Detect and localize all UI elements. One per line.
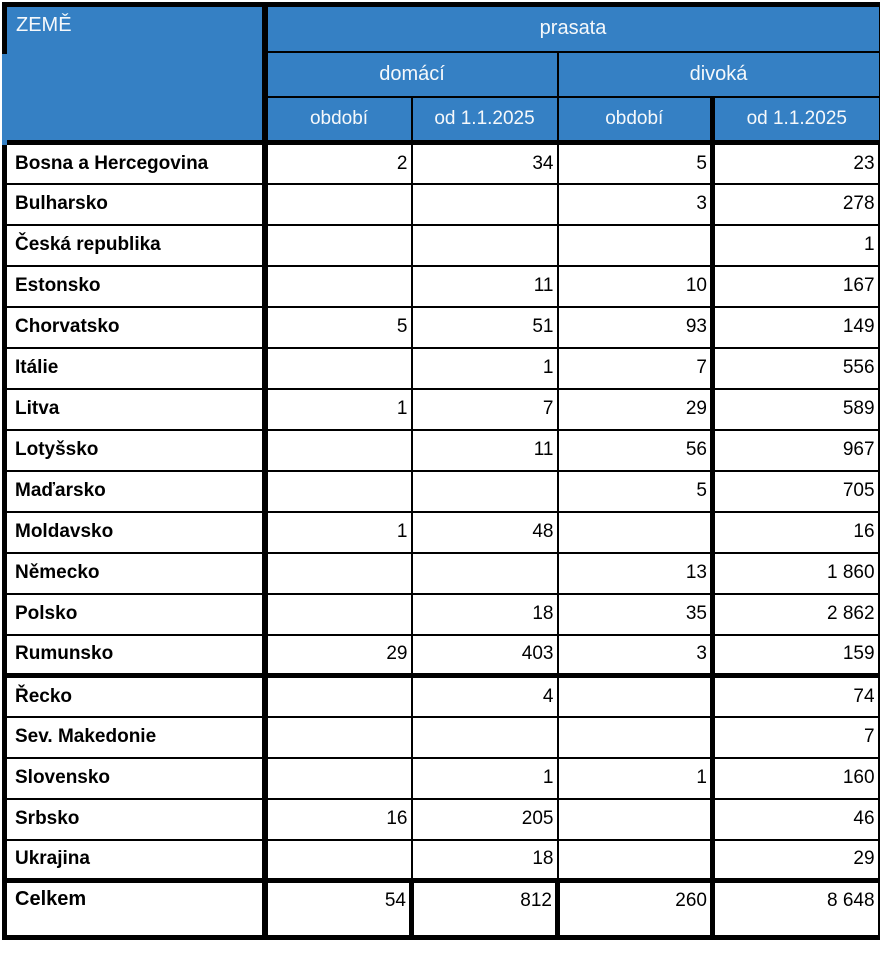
table-row [5, 635, 880, 676]
pigs-table-wrap [2, 2, 880, 940]
value-cell [412, 184, 558, 225]
table-row [5, 512, 880, 553]
value-cell: 23 [713, 143, 880, 184]
value-cell: 29 [713, 840, 880, 881]
value-cell: 967 [713, 430, 880, 471]
value-cell [265, 266, 412, 307]
value-cell: 51 [412, 307, 558, 348]
total-value-cell: 260 [558, 881, 713, 938]
value-cell: 93 [558, 307, 713, 348]
value-cell: 1 860 [713, 553, 880, 594]
table-row [5, 758, 880, 799]
value-cell: 18 [412, 840, 558, 881]
value-cell: 16 [265, 799, 412, 840]
table-row [5, 348, 880, 389]
value-cell: 2 862 [713, 594, 880, 635]
value-cell [558, 512, 713, 553]
value-cell: 34 [412, 143, 558, 184]
value-cell [558, 840, 713, 881]
domestic-since-date-header: od 1.1.2025 [412, 97, 558, 143]
value-cell: 160 [713, 758, 880, 799]
value-cell [558, 225, 713, 266]
table-row [5, 184, 880, 225]
country-cell: Německo [5, 553, 265, 594]
country-cell: Řecko [5, 676, 265, 717]
table-row [5, 430, 880, 471]
table-row [5, 389, 880, 430]
country-cell: Itálie [5, 348, 265, 389]
country-cell: Bosna a Hercegovina [5, 143, 265, 184]
value-cell: 5 [558, 143, 713, 184]
value-cell [412, 717, 558, 758]
country-cell: Moldavsko [5, 512, 265, 553]
value-cell: 556 [713, 348, 880, 389]
value-cell: 11 [412, 266, 558, 307]
value-cell: 149 [713, 307, 880, 348]
value-cell: 48 [412, 512, 558, 553]
table-body [5, 143, 880, 938]
domestic-period-header: období [265, 97, 412, 143]
table-row [5, 676, 880, 717]
value-cell: 7 [558, 348, 713, 389]
table-row [5, 717, 880, 758]
value-cell: 1 [713, 225, 880, 266]
value-cell: 3 [558, 635, 713, 676]
total-label: Celkem [5, 881, 265, 938]
value-cell: 1 [412, 348, 558, 389]
value-cell: 589 [713, 389, 880, 430]
table-row [5, 225, 880, 266]
table-row [5, 307, 880, 348]
value-cell [558, 717, 713, 758]
country-cell: Ukrajina [5, 840, 265, 881]
value-cell: 159 [713, 635, 880, 676]
wild-since-date-header: od 1.1.2025 [713, 97, 880, 143]
value-cell [412, 225, 558, 266]
value-cell: 74 [713, 676, 880, 717]
table-row [5, 143, 880, 184]
value-cell: 11 [412, 430, 558, 471]
value-cell: 205 [412, 799, 558, 840]
country-cell: Lotyšsko [5, 430, 265, 471]
pigs-cases-table [2, 2, 880, 940]
table-row [5, 840, 880, 881]
value-cell: 29 [265, 635, 412, 676]
value-cell: 10 [558, 266, 713, 307]
value-cell: 5 [558, 471, 713, 512]
value-cell: 29 [558, 389, 713, 430]
value-cell: 2 [265, 143, 412, 184]
value-cell [265, 758, 412, 799]
value-cell [265, 184, 412, 225]
value-cell: 5 [265, 307, 412, 348]
value-cell: 3 [558, 184, 713, 225]
total-row [5, 881, 880, 938]
table-header [5, 5, 880, 143]
value-cell [265, 676, 412, 717]
value-cell: 1 [558, 758, 713, 799]
table-row [5, 471, 880, 512]
value-cell: 46 [713, 799, 880, 840]
total-value-cell: 812 [412, 881, 558, 938]
table-row [5, 553, 880, 594]
country-column-header: ZEMĚ [5, 5, 265, 143]
value-cell: 7 [713, 717, 880, 758]
table-row [5, 594, 880, 635]
value-cell: 7 [412, 389, 558, 430]
value-cell [265, 430, 412, 471]
country-cell: Slovensko [5, 758, 265, 799]
country-cell: Česká republika [5, 225, 265, 266]
value-cell [265, 840, 412, 881]
value-cell [265, 553, 412, 594]
domestic-group-header: domácí [265, 52, 558, 97]
header-row-top [5, 5, 880, 52]
value-cell: 18 [412, 594, 558, 635]
value-cell [412, 553, 558, 594]
value-cell [265, 594, 412, 635]
country-cell: Estonsko [5, 266, 265, 307]
value-cell [265, 471, 412, 512]
value-cell: 13 [558, 553, 713, 594]
country-cell: Sev. Makedonie [5, 717, 265, 758]
total-value-cell: 8 648 [713, 881, 880, 938]
pigs-span-header: prasata [265, 5, 880, 52]
value-cell: 1 [412, 758, 558, 799]
value-cell: 56 [558, 430, 713, 471]
value-cell [265, 348, 412, 389]
country-cell: Litva [5, 389, 265, 430]
value-cell: 16 [713, 512, 880, 553]
value-cell [412, 471, 558, 512]
table-row [5, 266, 880, 307]
value-cell [265, 717, 412, 758]
country-cell: Polsko [5, 594, 265, 635]
country-cell: Bulharsko [5, 184, 265, 225]
value-cell: 35 [558, 594, 713, 635]
country-cell: Maďarsko [5, 471, 265, 512]
value-cell [558, 676, 713, 717]
value-cell: 278 [713, 184, 880, 225]
value-cell [265, 225, 412, 266]
value-cell: 1 [265, 389, 412, 430]
wild-period-header: období [558, 97, 713, 143]
value-cell: 1 [265, 512, 412, 553]
value-cell: 167 [713, 266, 880, 307]
table-row [5, 799, 880, 840]
country-cell: Srbsko [5, 799, 265, 840]
value-cell: 705 [713, 471, 880, 512]
value-cell: 4 [412, 676, 558, 717]
country-cell: Rumunsko [5, 635, 265, 676]
wild-group-header: divoká [558, 52, 880, 97]
value-cell [558, 799, 713, 840]
value-cell: 403 [412, 635, 558, 676]
total-value-cell: 54 [265, 881, 412, 938]
country-cell: Chorvatsko [5, 307, 265, 348]
